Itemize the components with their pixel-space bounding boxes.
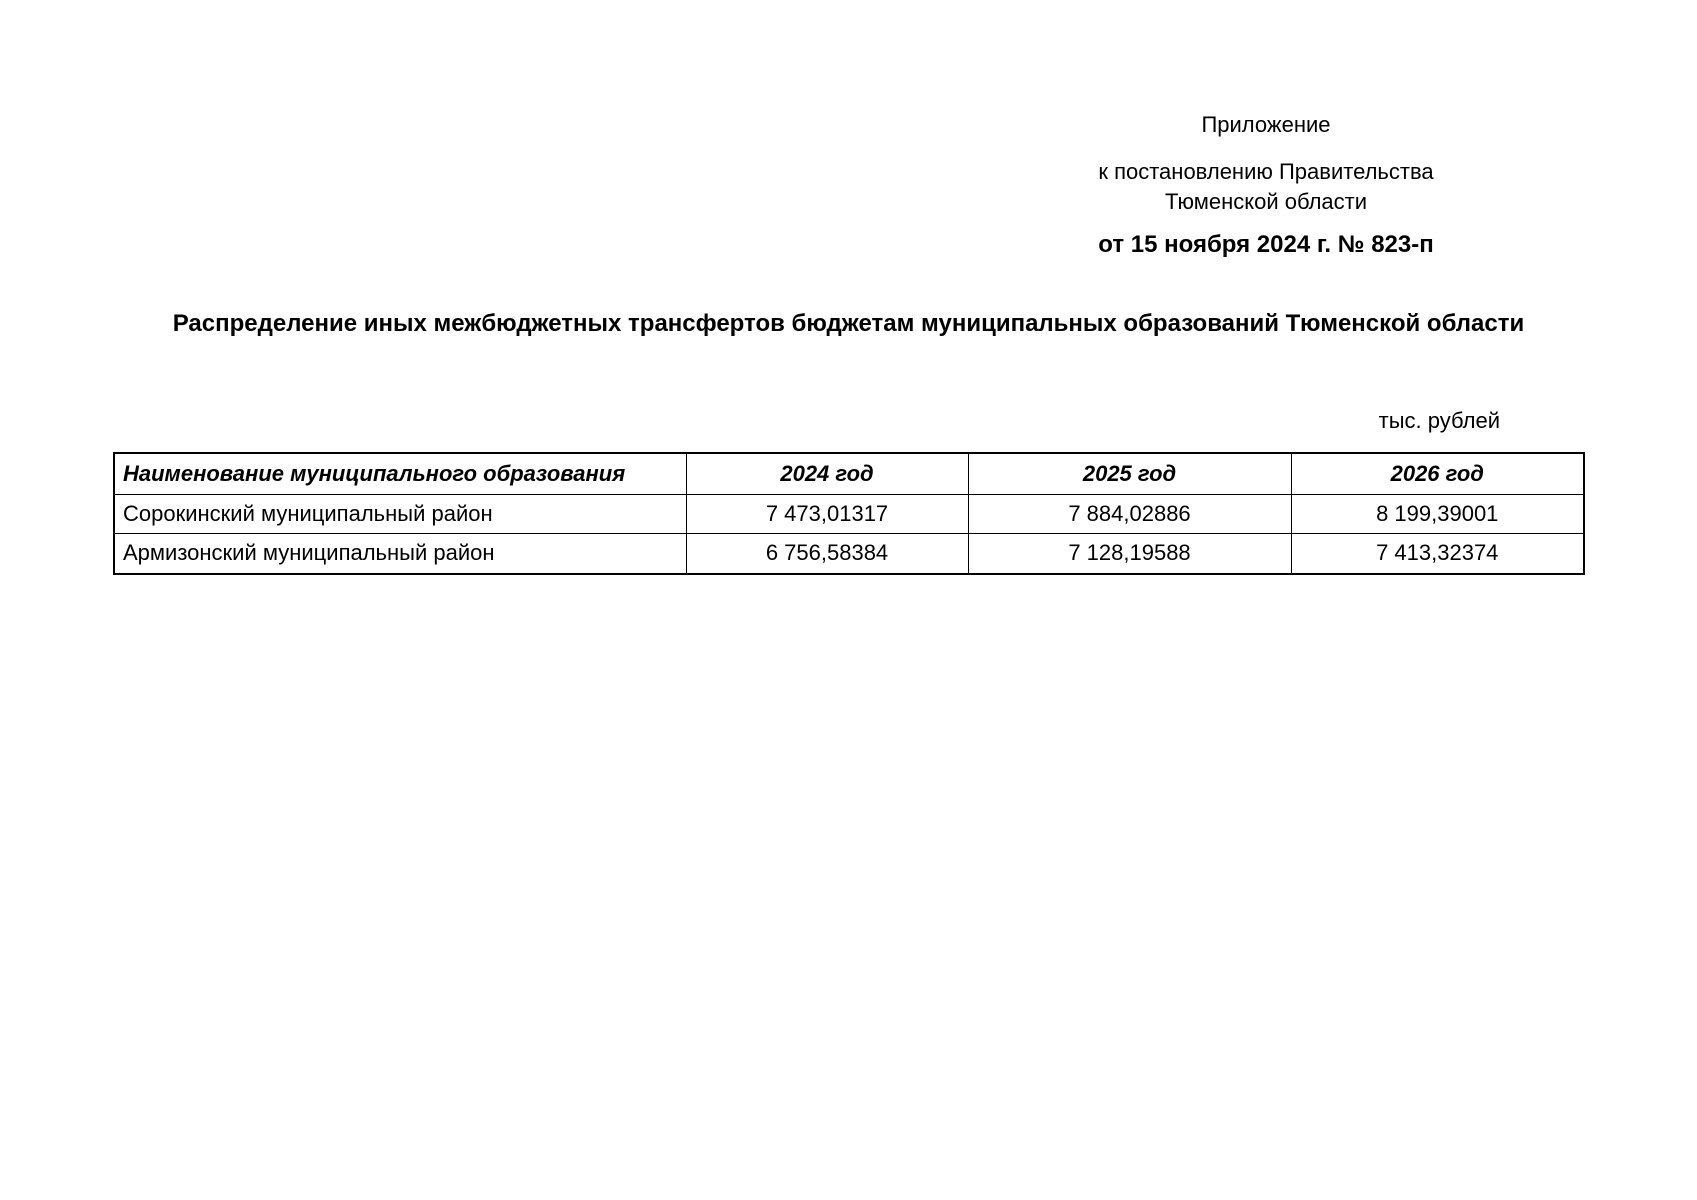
value-2024-cell: 6 756,58384 — [686, 533, 968, 574]
column-header-municipality: Наименование муниципального образования — [114, 453, 686, 494]
table-row — [114, 494, 1584, 533]
units-label: тыс. рублей — [1378, 408, 1500, 433]
value-2025-cell: 7 128,19588 — [968, 533, 1291, 574]
column-header-2025: 2025 год — [968, 453, 1291, 494]
value-2026-cell: 8 199,39001 — [1291, 494, 1584, 533]
appendix-label: Приложение — [1201, 112, 1331, 137]
municipality-name-cell: Армизонский муниципальный район — [114, 533, 686, 574]
table-header — [114, 453, 1584, 494]
column-header-2026: 2026 год — [1291, 453, 1584, 494]
document-title: Распределение иных межбюджетных трансфертов бюджетам муниципальных образований Тюменской области — [172, 310, 1525, 337]
municipality-name-cell: Сорокинский муниципальный район — [114, 494, 686, 533]
appendix-header — [1075, 110, 1457, 260]
value-2025-cell: 7 884,02886 — [968, 494, 1291, 533]
table-header-row — [114, 453, 1584, 494]
value-2024-cell: 7 473,01317 — [686, 494, 968, 533]
table-body — [114, 494, 1584, 574]
appendix-decree-line: к постановлению Правительства — [1098, 159, 1434, 184]
appendix-region-line: Тюменской области — [1164, 189, 1368, 214]
table-row — [114, 533, 1584, 574]
appendix-date-number: от 15 ноября 2024 г. № 823-п — [1098, 231, 1434, 258]
column-header-2024: 2024 год — [686, 453, 968, 494]
value-2026-cell: 7 413,32374 — [1291, 533, 1584, 574]
transfers-table — [113, 452, 1585, 575]
